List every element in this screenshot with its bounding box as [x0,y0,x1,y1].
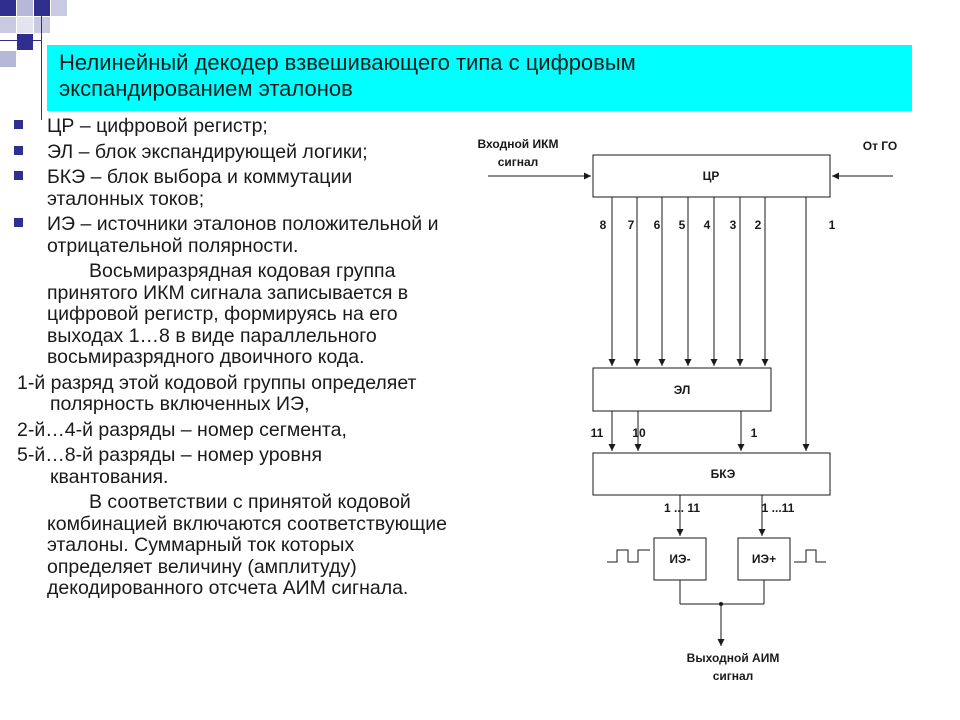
title-line: Нелинейный декодер взвешивающего типа с цифровым [59,50,636,75]
cr-output-label: 2 [754,218,762,232]
item-text: квантования. [50,465,169,488]
paragraph-line: восьмиразрядного двоичного кода. [47,346,365,368]
title-line: экспандированием эталонов [59,76,353,101]
paragraph-line: цифровой регистр, формируясь на его [47,303,398,325]
item-text: 1-й разряд этой кодовой группы определяет [17,371,417,394]
bke-output-label: 1 ...11 [761,501,795,515]
cr-output-label: 1 [828,218,836,232]
cr-output-label: 5 [678,218,686,232]
paragraph-line: определяет величину (амплитуду) [47,555,357,578]
paragraph-line: Восьмиразрядная кодовая группа [89,260,396,282]
el-output-label: 11 [590,426,604,440]
cr-output-label: 7 [627,218,635,232]
bke-output-label: 1 ... 11 [663,501,701,515]
cr-output-label: 6 [653,218,661,232]
positive-pulse-icon [794,550,826,562]
bullet-text: ЦР – цифровой регистр; [47,115,268,137]
item-text: 2-й…4-й разряды – номер сегмента, [17,418,347,441]
block-cr-label: ЦР [702,169,720,183]
paragraph-line: выходах 1…8 в виде параллельного [47,324,377,347]
el-output-label: 1 [750,426,758,440]
cr-output-label: 3 [729,218,737,232]
paragraph-line: В соответствии с принятой кодовой [89,491,411,513]
cr-output-label: 4 [703,218,711,232]
input-signal-label: сигнал [497,155,539,169]
output-signal-label: сигнал [712,669,754,683]
el-output-label: 10 [632,426,646,440]
paragraph-line: эталоны. Суммарный ток которых [47,534,355,556]
item-text: 5-й…8-й разряды – номер уровня [17,444,323,466]
paragraph-line: декодированного отсчета АИМ сигнала. [47,577,409,599]
paragraph-line: принятого ИКМ сигнала записывается в [47,281,409,304]
paragraph-line: комбинацией включаются соответствующие [47,512,447,535]
cr-output-label: 8 [599,218,607,232]
item-text: полярность включенных ИЭ, [50,393,310,415]
output-signal-label: Выходной АИМ [686,651,780,665]
bullet-text: БКЭ – блок выбора и коммутации [47,166,353,188]
block-ie-positive-label: ИЭ+ [751,552,777,566]
block-bke-label: БКЭ [710,467,736,481]
bullet-text: отрицательной полярности. [47,234,299,257]
clock-source-label: От ГО [862,139,898,153]
bullet-text: ЭЛ – блок экспандирующей логики; [47,140,368,163]
block-ie-negative-label: ИЭ- [669,552,691,566]
bullet-text: эталонных токов; [47,187,205,210]
input-signal-label: Входной ИКМ [477,137,559,151]
bullet-text: ИЭ – источники эталонов положительной и [47,213,439,235]
block-el-label: ЭЛ [673,383,691,397]
negative-pulse-icon [607,550,650,562]
